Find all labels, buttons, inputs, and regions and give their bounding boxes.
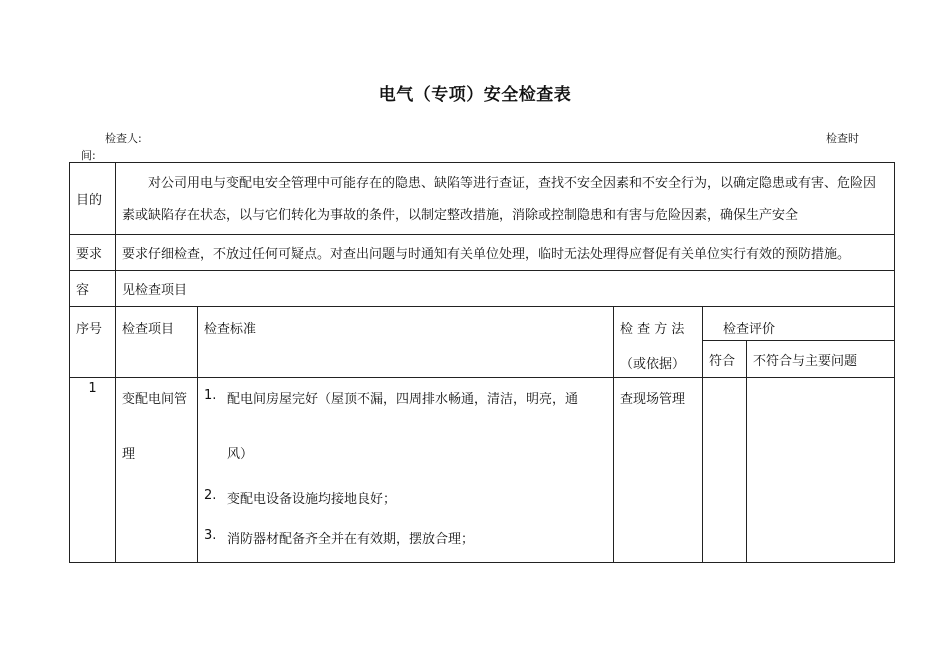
requirement-row — [70, 235, 895, 271]
evaluation-header-cell — [703, 307, 895, 341]
nonconform-header-cell — [747, 341, 895, 378]
seq-header: 序号 — [76, 322, 103, 337]
purpose-label-cell — [70, 163, 116, 235]
purpose-row — [70, 163, 895, 235]
standard-header: 检查标准 — [204, 322, 257, 337]
standard-number: 1. — [204, 388, 217, 403]
standard-text: 消防器材配备齐全并在有效期，摆放合理； — [227, 532, 475, 547]
item-header: 检查项目 — [122, 322, 175, 337]
evaluation-header: 检查评价 — [723, 322, 776, 337]
standard-cell — [198, 378, 614, 563]
standard-item — [198, 507, 613, 547]
standard-text: 变配电设备设施均接地良好； — [227, 492, 397, 507]
purpose-label: 目的 — [76, 193, 103, 208]
seq-cell — [70, 378, 116, 563]
standard-text-continued: 风） — [227, 447, 254, 462]
requirement-text-cell — [116, 235, 895, 271]
content-row — [70, 271, 895, 307]
column-header-row — [70, 307, 895, 341]
inspection-time-label-continued: 间: — [81, 149, 96, 162]
purpose-text: 对公司用电与变配电安全管理中可能存在的隐患、缺陷等进行查证，查找不安全因素和不安全行为，以确定隐患或有害、危险因素或缺陷存在状态，以与它们转化为事故的条件，以制定整改措施，消除或控制隐患和有害与危险因素，确保生产安全 — [122, 176, 877, 223]
nonconform-cell — [747, 378, 895, 563]
row-method: 查现场管理 — [620, 392, 686, 407]
standard-item — [198, 462, 613, 507]
standard-item — [198, 378, 613, 407]
row-seq: 1 — [88, 381, 97, 396]
inspection-time-label: 检查时 — [826, 132, 859, 145]
content-label: 容 — [76, 283, 90, 298]
method-header-cell — [614, 307, 703, 378]
requirement-text: 要求仔细检查，不放过任何可疑点。对查出问题与时通知有关单位处理，临时无法处理得应督促有关单位实行有效的预防措施。 — [122, 247, 851, 262]
inspection-table — [69, 162, 895, 563]
purpose-text-cell — [116, 163, 895, 235]
conform-header: 符合 — [709, 353, 736, 369]
nonconform-header: 不符合与主要问题 — [753, 353, 858, 369]
standard-text: 配电间房屋完好（屋顶不漏，四周排水畅通，清洁，明亮，通 — [227, 392, 579, 407]
item-cell — [116, 378, 198, 563]
content-label-cell — [70, 271, 116, 307]
page-title: 电气（专项）安全检查表 — [378, 85, 572, 105]
conform-header-cell — [703, 341, 747, 378]
table-row — [70, 378, 895, 563]
inspector-label: 检查人: — [105, 132, 142, 145]
content-text: 见检查项目 — [122, 283, 188, 298]
standard-number: 3. — [204, 528, 217, 543]
method-header-line1: 检 查 方 法 — [620, 322, 685, 337]
standard-header-cell — [198, 307, 614, 378]
conform-cell — [703, 378, 747, 563]
standard-item-continued — [198, 407, 613, 462]
item-header-cell — [116, 307, 198, 378]
row-item-line1: 变配电间管 — [122, 392, 188, 407]
method-header-line2: （或依据） — [620, 357, 686, 372]
seq-header-cell — [70, 307, 116, 378]
requirement-label: 要求 — [76, 247, 103, 262]
requirement-label-cell — [70, 235, 116, 271]
row-item-line2: 理 — [122, 447, 136, 462]
method-cell — [614, 378, 703, 563]
content-text-cell — [116, 271, 895, 307]
standard-number: 2. — [204, 488, 217, 503]
